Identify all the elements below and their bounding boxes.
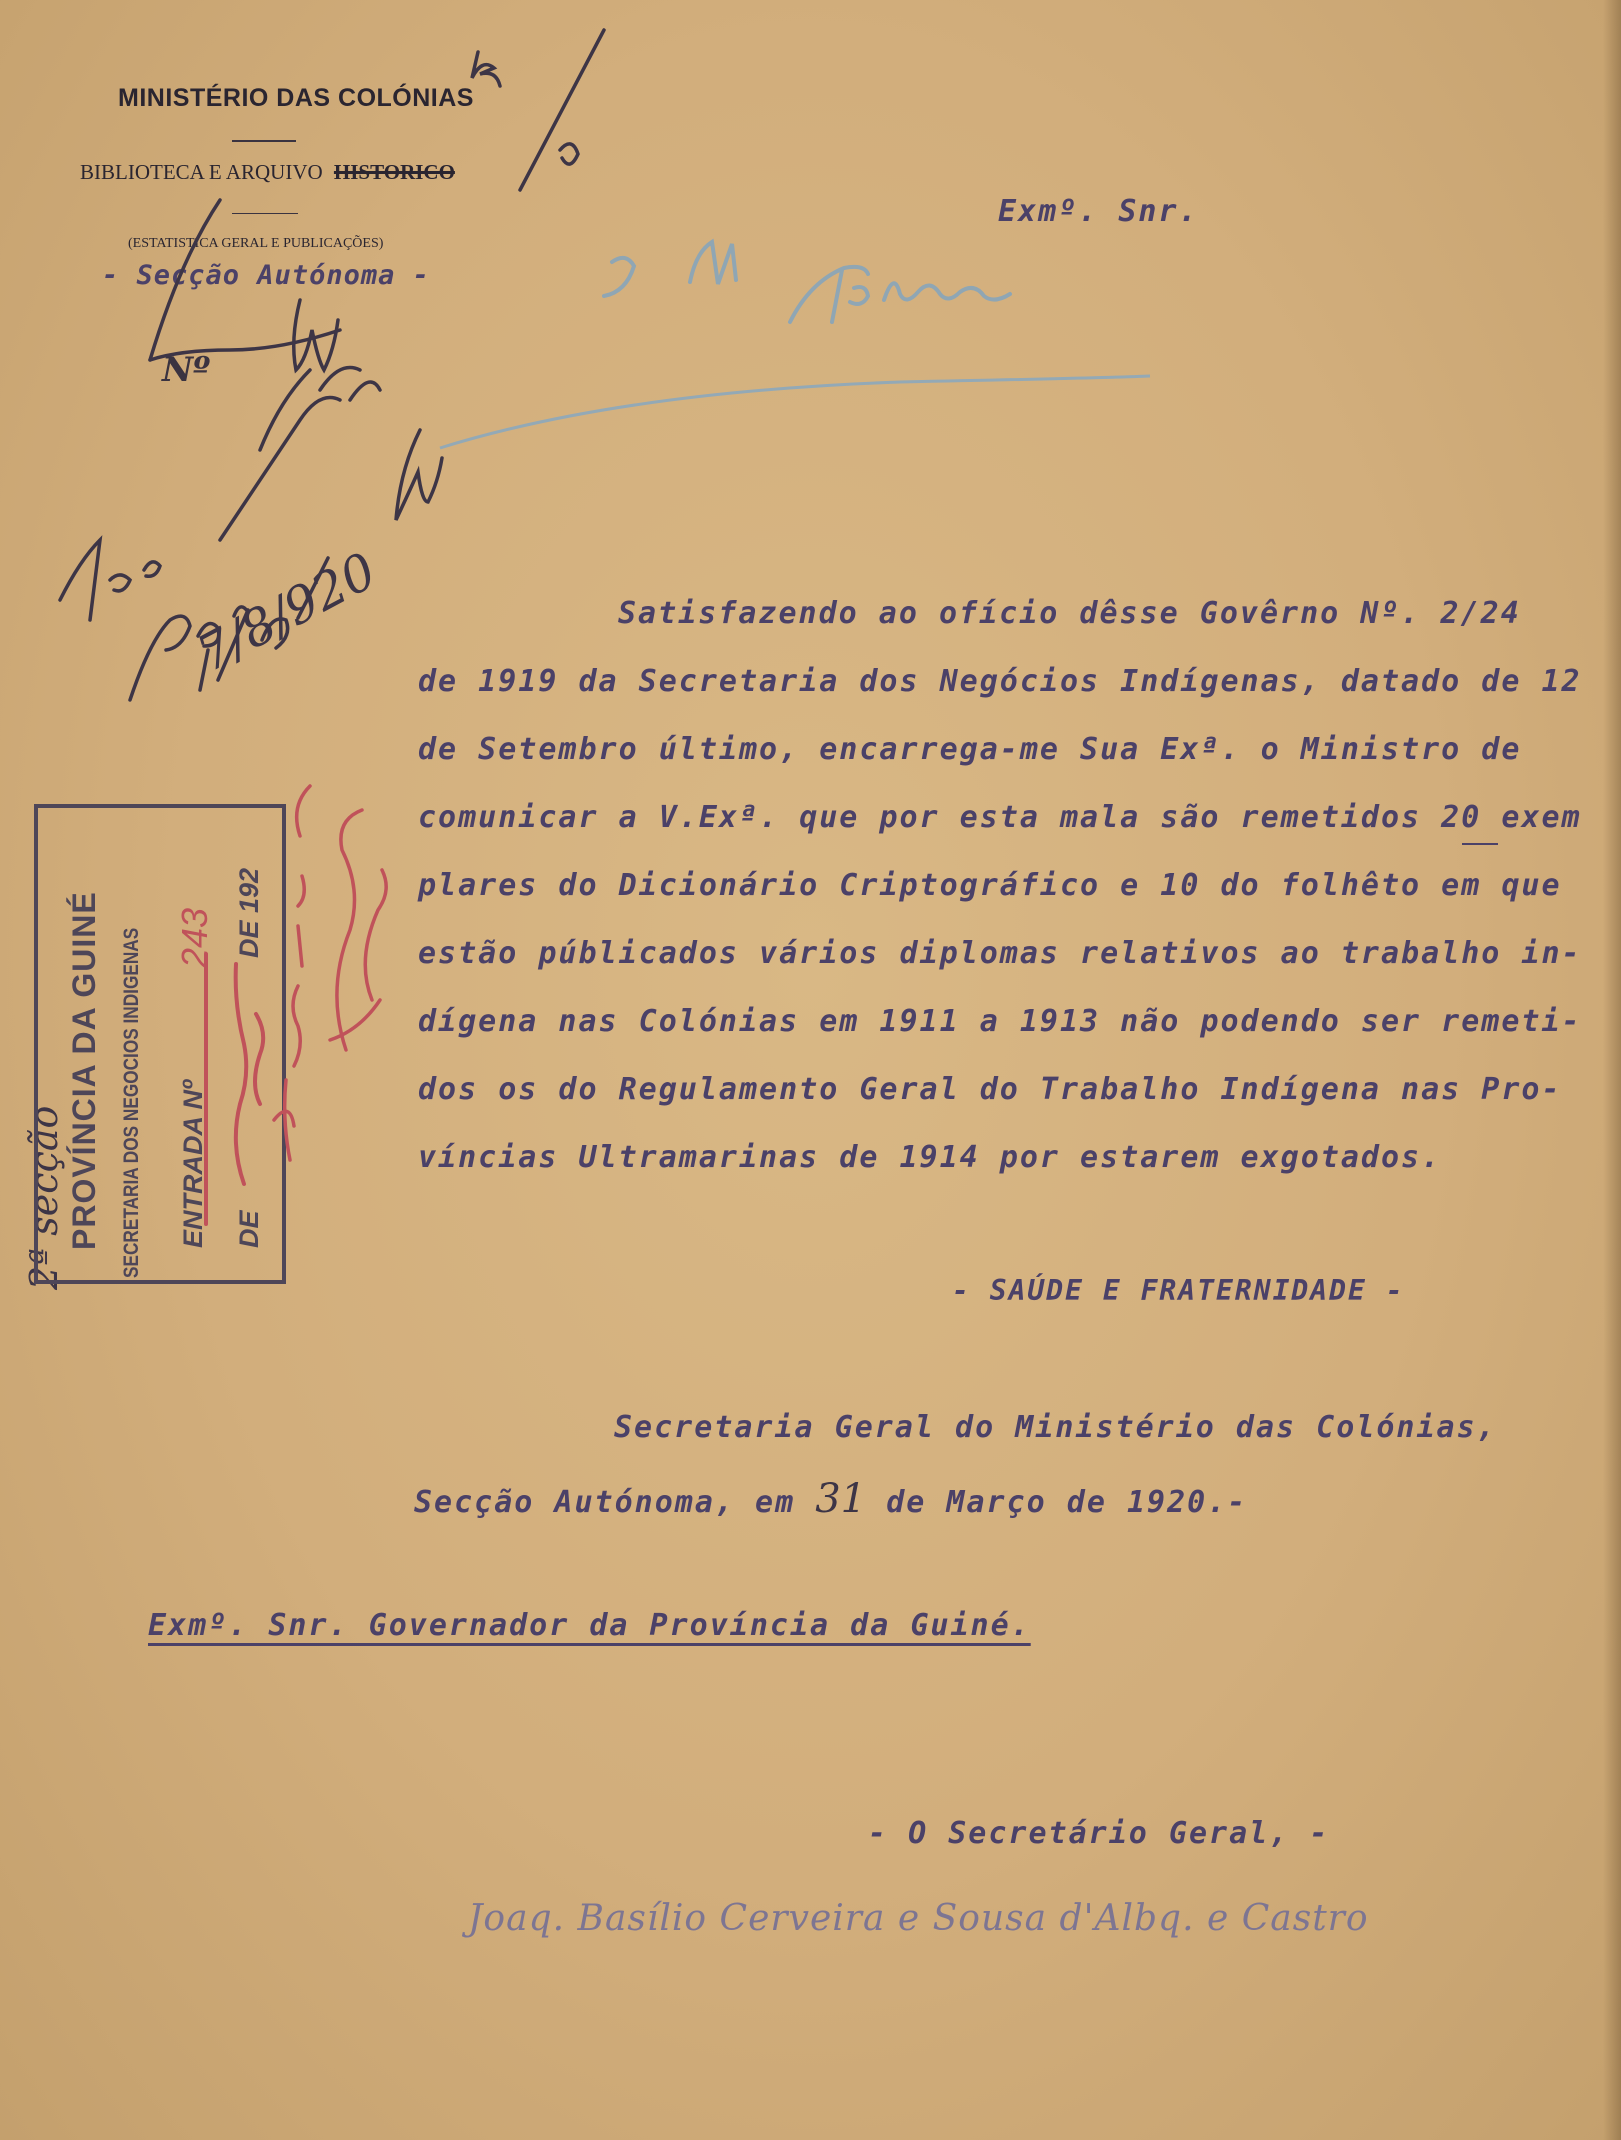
signature-title: - O Secretário Geral, -	[868, 1816, 1330, 1851]
date-prefix: Secção Autónoma, em	[414, 1485, 796, 1520]
margin-date-note: 7/8/920	[188, 541, 386, 684]
heading-rule-2	[232, 213, 298, 214]
date-suffix: de Março de 1920.-	[886, 1485, 1248, 1520]
margin-section-note: 2ª secção	[22, 1105, 66, 1290]
ministry-heading: MINISTÉRIO DAS COLÓNIAS	[118, 84, 474, 112]
section-heading: - Secção Autónoma -	[102, 260, 430, 291]
body-line-6: estão públicados vários diplomas relativos ao trabalho in-	[418, 936, 1582, 971]
stamp-entry-label: ENTRADA Nº	[178, 1080, 208, 1248]
underline-exem	[1462, 843, 1498, 845]
body-line-5: plares do Dicionário Criptográfico e 10 do folhêto em que	[418, 868, 1562, 903]
body-line-4: comunicar a V.Exª. que por esta mala são remetidos 20 exem	[418, 800, 1582, 835]
library-label: BIBLIOTECA E ARQUIVO	[80, 160, 323, 184]
body-line-2: de 1919 da Secretaria dos Negócios Indígenas, datado de 12	[418, 664, 1582, 699]
salutation: Exmº. Snr.	[998, 194, 1199, 229]
heading-rule-1	[232, 140, 296, 142]
stamp-entry-number: 243	[174, 907, 215, 968]
entry-stamp	[34, 804, 286, 1284]
body-line-8: dos os do Regulamento Geral do Trabalho Indígena nas Pro-	[418, 1072, 1562, 1107]
stamp-red-pencil-marks	[34, 804, 286, 1284]
closing-salutation: - SAÚDE E FRATERNIDADE -	[952, 1274, 1405, 1307]
stamp-date-label: DE	[234, 1210, 264, 1248]
stamp-province: PROVÍNCIA DA GUINÉ	[66, 891, 102, 1250]
library-heading	[80, 160, 455, 185]
stamp-secretariat: SECRETARIA DOS NEGOCIOS INDIGENAS	[120, 927, 143, 1278]
stamp-year-label: DE 192	[234, 867, 264, 958]
handwritten-signature: Joaq. Basílio Cerveira e Sousa d'Albq. e Castro	[468, 1898, 1369, 1939]
number-label: Nº	[162, 350, 211, 390]
addressee: Exmº. Snr. Governador da Província da Guiné.	[148, 1608, 1031, 1643]
date-line	[414, 1476, 1247, 1522]
statistics-subheading: (ESTATISTICA GERAL E PUBLICAÇÕES)	[128, 236, 384, 251]
page-edge-shadow	[1603, 0, 1621, 2140]
body-line-3: de Setembro último, encarrega-me Sua Exª. o Ministro de	[418, 732, 1522, 767]
date-day: 31	[815, 1476, 867, 1522]
struck-word: HISTORICO	[333, 160, 455, 184]
body-line-7: dígena nas Colónias em 1911 a 1913 não podendo ser remeti-	[418, 1004, 1582, 1039]
place-line: Secretaria Geral do Ministério das Colónias,	[614, 1410, 1497, 1445]
body-line-1: Satisfazendo ao ofício dêsse Govêrno Nº. 2/24	[618, 596, 1521, 631]
body-line-9: víncias Ultramarinas de 1914 por estarem exgotados.	[418, 1140, 1442, 1175]
